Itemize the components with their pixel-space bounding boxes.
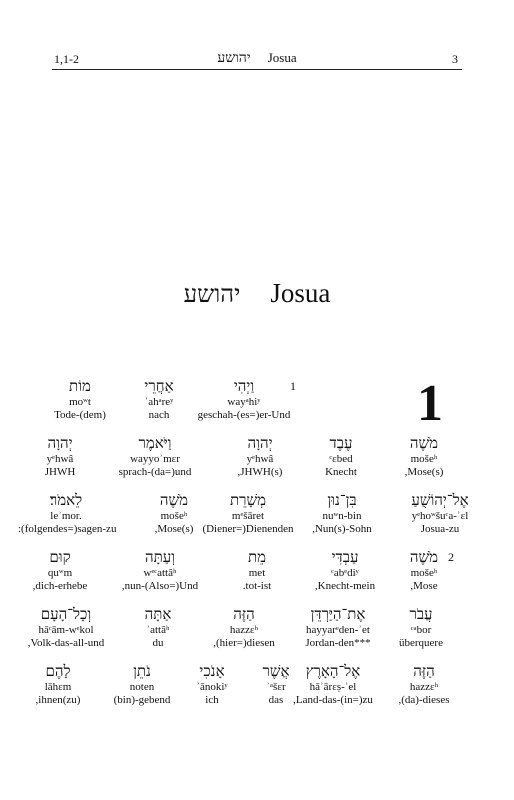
hebrew-word: קוּם	[49, 548, 71, 566]
hebrew-word: וַיְהִי	[233, 377, 255, 395]
hebrew-word: אַתָּה	[144, 605, 172, 623]
hebrew-word: אֶל־הָאָרֶץ	[305, 662, 361, 680]
book-title	[0, 278, 514, 309]
header-rule	[52, 69, 462, 70]
interlinear-word	[196, 377, 292, 422]
german-gloss: ,JHWH(s)	[237, 466, 283, 478]
german-gloss: Josua-zu	[420, 523, 460, 535]
transliteration: noten	[129, 681, 155, 693]
hebrew-word: אֶת־הַיַּרְדֵּן	[310, 605, 366, 623]
german-gloss: ,Mose	[410, 580, 438, 592]
hebrew-word: מְשָׁרֵת	[229, 491, 267, 509]
hebrew-word: וַיֹּאמֶר	[138, 434, 172, 452]
german-gloss: ,(da)-dieses	[398, 694, 450, 706]
hebrew-word: עַבְדִּי	[331, 548, 359, 566]
hebrew-word: אֶל־יְהוֹשֻׁעַ	[411, 491, 469, 509]
hebrew-word: הַזֶּה	[413, 662, 435, 680]
hebrew-word: הַזֶּה	[233, 605, 255, 623]
hebrew-word: יְהוָה	[247, 434, 273, 452]
german-gloss: ,nun-(Also=)Und	[121, 580, 199, 592]
transliteration: ʾattâʰ	[146, 624, 170, 636]
verse-number: 1	[290, 379, 296, 393]
german-gloss: ,Knecht-mein	[314, 580, 376, 592]
german-gloss: (bin)-gebend	[113, 694, 171, 706]
german-gloss: ,Volk-das-all-und	[27, 637, 105, 649]
transliteration: wayᵃhiʸ	[227, 396, 261, 408]
hebrew-word: עֲבֹר	[409, 605, 433, 623]
interlinear-word	[376, 662, 472, 707]
german-gloss: nach	[148, 409, 170, 421]
interlinear-word	[373, 605, 469, 650]
german-gloss: :(folgendes=)sagen-zu	[18, 523, 117, 535]
transliteration: wᵉᶜattâʰ	[143, 567, 177, 579]
page-number: 3	[452, 52, 458, 66]
transliteration: mošeʰ	[410, 453, 438, 465]
page-header	[52, 48, 462, 68]
transliteration: leʾmor.	[50, 510, 82, 522]
transliteration: wayyoʾmɛr	[130, 453, 180, 465]
hebrew-word: מֹשֶׁה	[159, 491, 189, 509]
hebrew-word: מֹשֶׁה	[409, 434, 439, 452]
hebrew-word: מוֹת	[69, 377, 91, 395]
transliteration: ᶜabᵉdiʸ	[331, 567, 359, 579]
transliteration: quʷm	[47, 567, 73, 579]
interlinear-word	[107, 434, 203, 479]
german-gloss: ,dich-erhebe	[32, 580, 88, 592]
hebrew-word: אָנֹכִי	[199, 662, 225, 680]
hebrew-word: מֵת	[247, 548, 267, 566]
interlinear-word	[294, 491, 390, 536]
german-gloss: Jordan-den***	[305, 637, 371, 649]
transliteration: ʾānokiʸ	[196, 681, 228, 693]
interlinear-word	[112, 548, 208, 593]
german-gloss: geschah-(es=)er-Und	[197, 409, 291, 421]
interlinear-row	[0, 434, 514, 484]
interlinear-word	[12, 434, 108, 479]
transliteration: hazzɛʰ	[229, 624, 259, 636]
interlinear-word	[376, 434, 472, 479]
transliteration: yᵉhwâ	[46, 453, 74, 465]
interlinear-word	[32, 377, 128, 422]
transliteration: ᶜᵃbor	[410, 624, 432, 636]
verse-range: 1,1-2	[54, 52, 79, 66]
german-gloss: (Diener=)Dienenden	[202, 523, 294, 535]
running-title-hebrew: יהושע	[217, 50, 251, 66]
hebrew-word: בִּן־נוּן	[327, 491, 357, 509]
chapter-number: 1	[417, 375, 443, 432]
german-gloss: ,(hier=)diesen	[213, 637, 275, 649]
running-title-latin: Josua	[267, 50, 297, 65]
transliteration: moʷt	[69, 396, 91, 408]
hebrew-word: וְכָל־הָעָם	[40, 605, 92, 623]
verse-number: 2	[448, 550, 454, 564]
interlinear-word	[110, 605, 206, 650]
german-gloss: ,Mose(s)	[154, 523, 194, 535]
transliteration: mošeʰ	[410, 567, 438, 579]
hebrew-word: אַחֲרֵי	[144, 377, 174, 395]
transliteration: lāhɛm	[44, 681, 72, 693]
transliteration: hāᶜām-wᵉkol	[38, 624, 94, 636]
hebrew-word: לֵאמֹר׃	[49, 491, 83, 509]
interlinear-row	[0, 377, 514, 427]
interlinear-word	[18, 605, 114, 650]
hebrew-word: מֹשֶׁה	[409, 548, 439, 566]
interlinear-word	[12, 548, 108, 593]
transliteration: hayyarᵉden-ʾet	[306, 624, 370, 636]
interlinear-row	[0, 605, 514, 655]
german-gloss: .tot-ist	[242, 580, 272, 592]
interlinear-row	[0, 491, 514, 541]
hebrew-word: עֶבֶד	[329, 434, 353, 452]
interlinear-word	[209, 548, 305, 593]
hebrew-word: אֲשֶׁר	[262, 662, 290, 680]
transliteration: hazzɛʰ	[409, 681, 439, 693]
transliteration: yᵉhwâ	[246, 453, 274, 465]
german-gloss: ,ihnen(zu)	[35, 694, 81, 706]
interlinear-word	[126, 491, 222, 536]
interlinear-word	[10, 662, 106, 707]
hebrew-word: יְהוָה	[47, 434, 73, 452]
transliteration: ʾahᵃreʸ	[144, 396, 174, 408]
interlinear-word	[94, 662, 190, 707]
hebrew-word: לָהֶם	[45, 662, 71, 680]
transliteration: nuʷn-bin	[322, 510, 362, 522]
german-gloss: du	[152, 637, 164, 649]
interlinear-row	[0, 548, 514, 598]
german-gloss: sprach-(da=)und	[118, 466, 192, 478]
interlinear-word	[18, 491, 117, 536]
german-gloss: ,Land-das-(in=)zu	[293, 694, 373, 706]
book-title-hebrew: יהושע	[183, 280, 241, 308]
german-gloss: Tode-(dem)	[54, 409, 106, 421]
transliteration: ᶜɛbed	[329, 453, 353, 465]
german-gloss: das	[268, 694, 284, 706]
interlinear-word	[297, 548, 393, 593]
interlinear-row	[0, 662, 514, 712]
interlinear-word	[392, 491, 488, 536]
transliteration: yᵉhoʷšuᶜa-ʾɛl	[411, 510, 469, 522]
running-title	[52, 50, 462, 67]
hebrew-word: נֹתֵן	[133, 662, 151, 680]
hebrew-word: וְעַתָּה	[144, 548, 176, 566]
transliteration: mošeʰ	[160, 510, 188, 522]
german-gloss: Knecht	[325, 466, 357, 478]
german-gloss: JHWH	[44, 466, 76, 478]
transliteration: met	[248, 567, 266, 579]
transliteration: hāʾārɛṣ-ʾel	[309, 681, 357, 693]
german-gloss: überquere	[399, 637, 443, 649]
interlinear-word	[212, 434, 308, 479]
transliteration: ʾᵃšɛr	[266, 681, 286, 693]
german-gloss: ich	[205, 694, 219, 706]
book-title-latin: Josua	[270, 278, 331, 308]
interlinear-word	[196, 605, 292, 650]
transliteration: mᵉšāret	[231, 510, 265, 522]
interlinear-word	[290, 605, 386, 650]
german-gloss: ,Nun(s)-Sohn	[312, 523, 372, 535]
german-gloss: ,Mose(s)	[404, 466, 444, 478]
